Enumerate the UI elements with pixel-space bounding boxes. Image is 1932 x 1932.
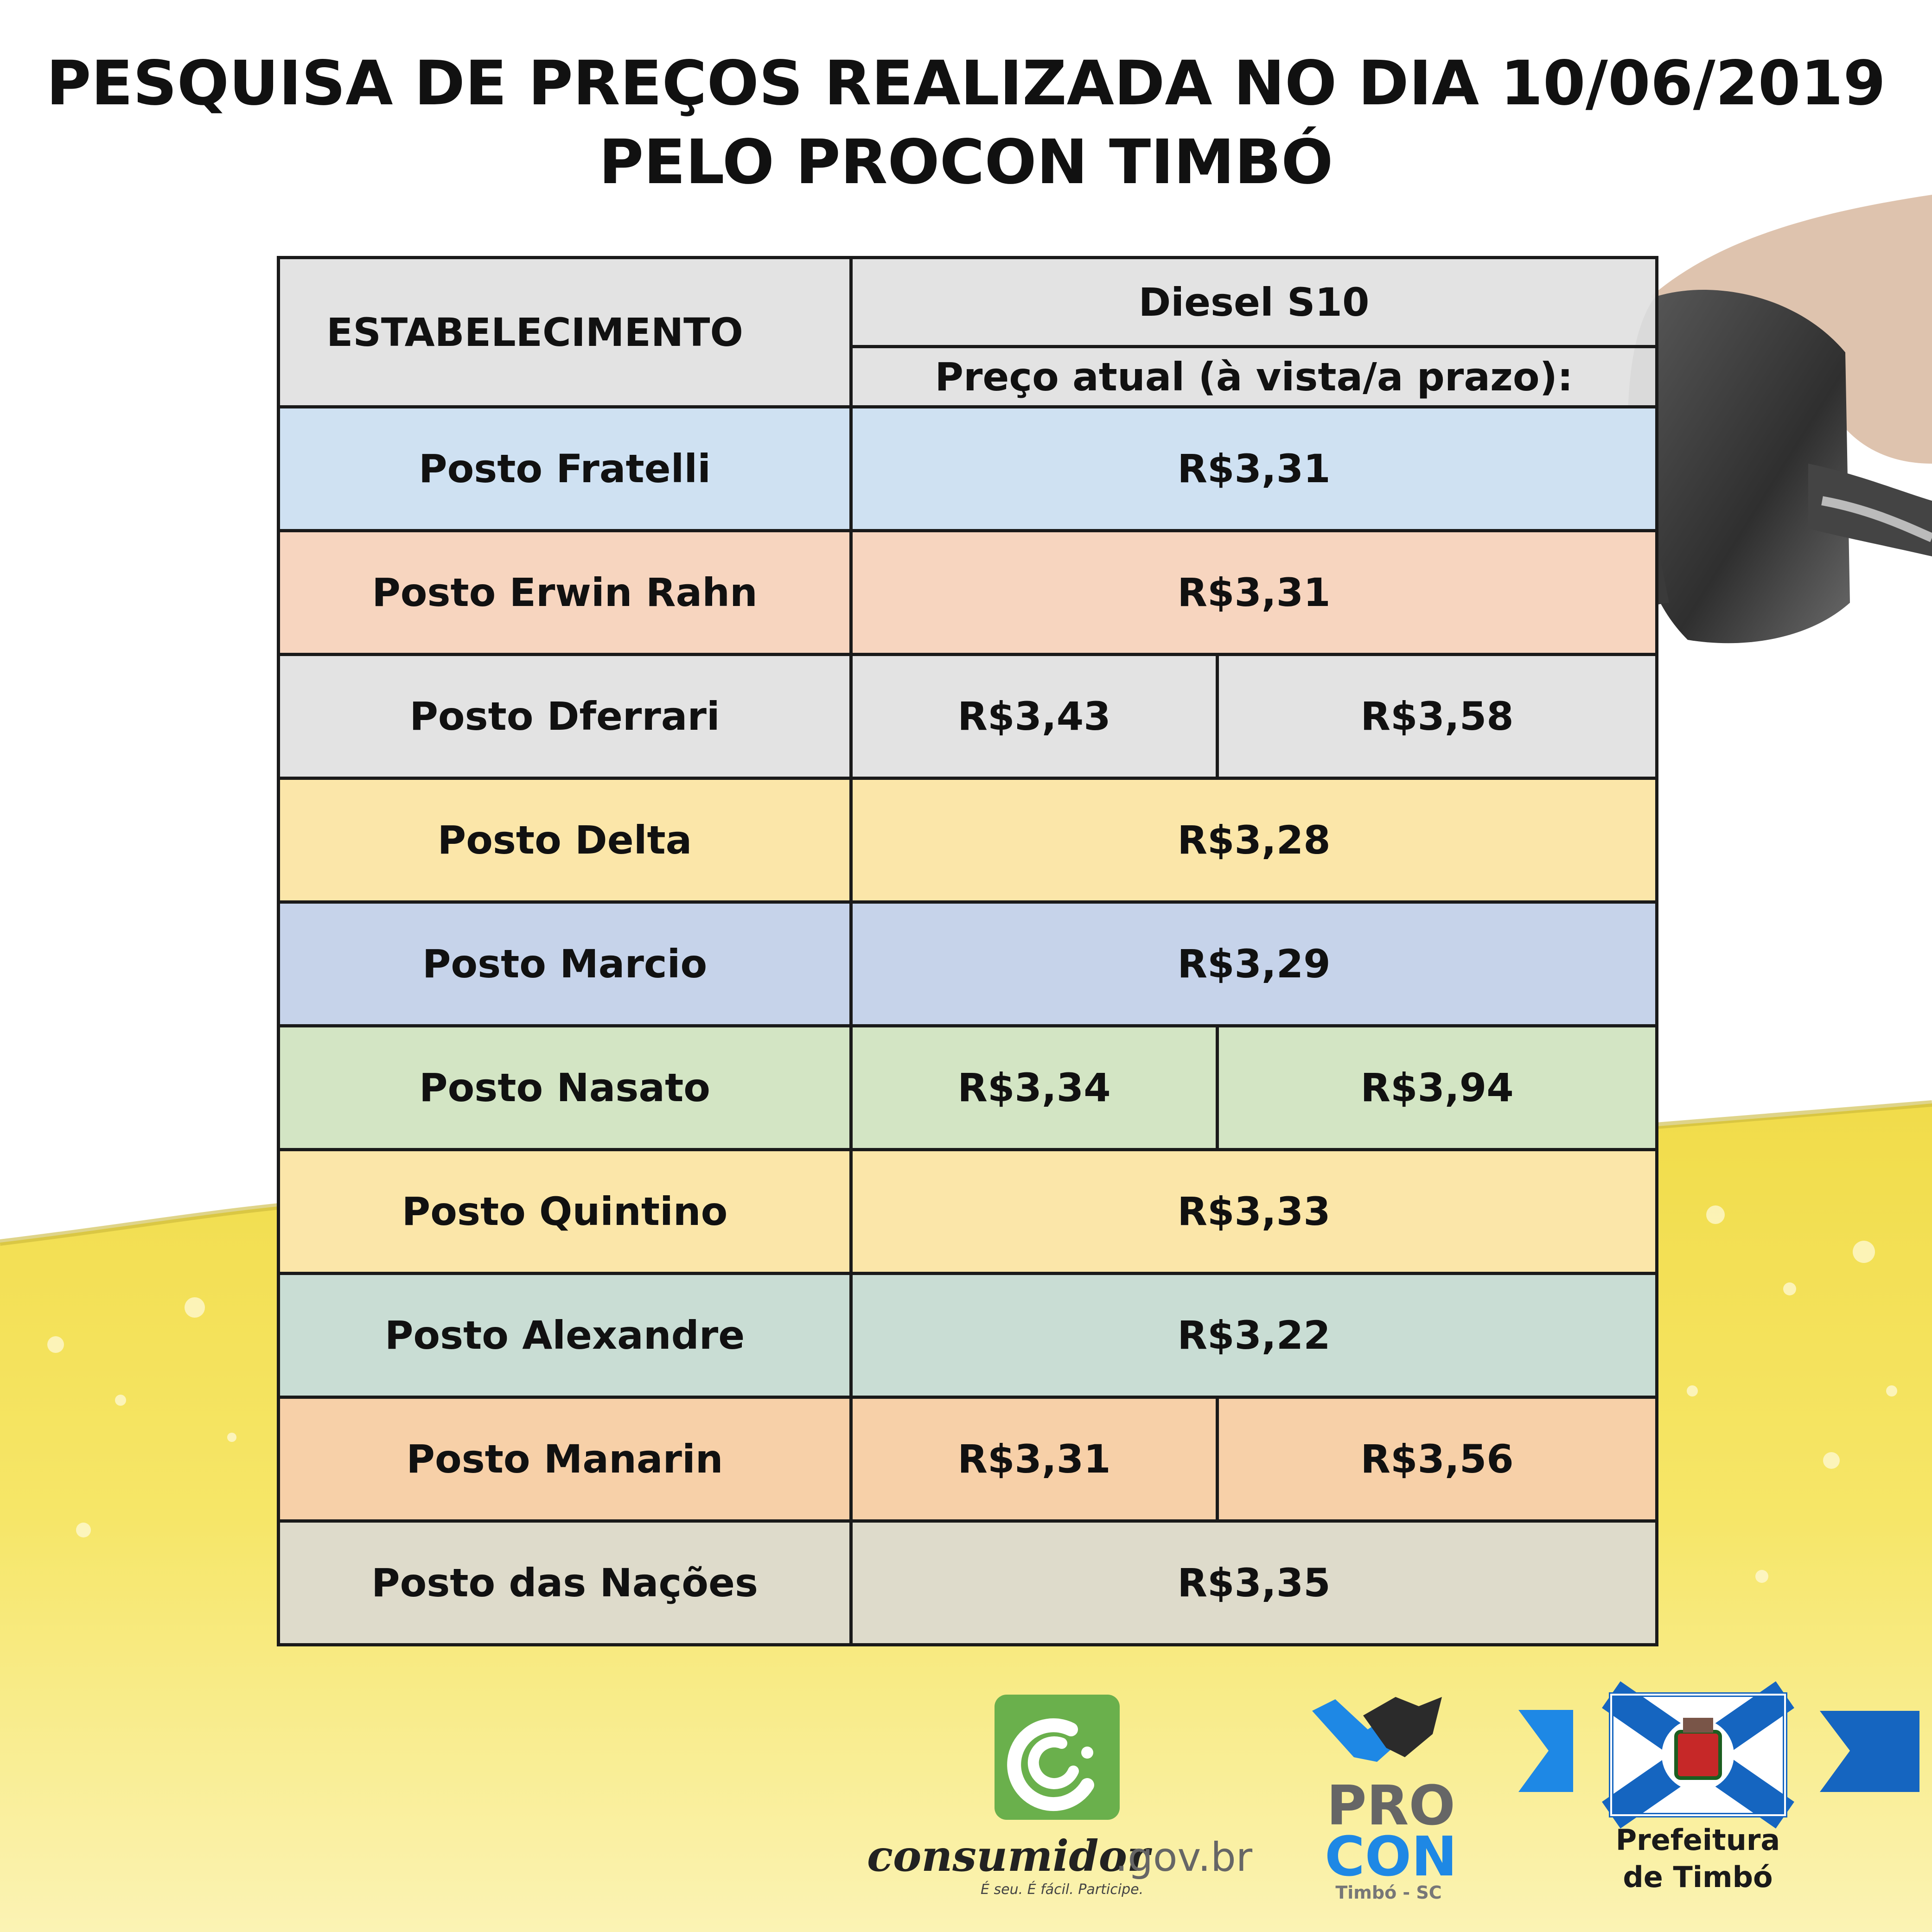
prefeitura-logo <box>1518 1695 1919 1894</box>
establishment-name: Posto Marcio <box>279 902 851 1026</box>
price-credit-cell: R$3,58 <box>1218 655 1657 778</box>
procon-pro-text: PRO <box>1326 1773 1455 1837</box>
left-arrow-icon <box>1518 1710 1573 1792</box>
price-cash-cell: R$3,31 <box>851 1397 1218 1521</box>
prefeitura-line1: Prefeitura <box>1615 1823 1780 1857</box>
title-line-2: PELO PROCON TIMBÓ <box>599 127 1333 198</box>
price-cash-cell: R$3,34 <box>851 1026 1218 1150</box>
header-current-price: Preço atual (à vista/a prazo): <box>851 347 1657 407</box>
price-credit-cell: R$3,56 <box>1218 1397 1657 1521</box>
coat-of-arms-icon <box>1676 1732 1720 1778</box>
procon-logo <box>1312 1697 1457 1903</box>
price-cash-cell: R$3,43 <box>851 655 1218 778</box>
price-cell: R$3,33 <box>851 1150 1657 1274</box>
establishment-name: Posto Manarin <box>279 1397 851 1521</box>
right-arrow-icon <box>1820 1711 1919 1792</box>
price-cell: R$3,29 <box>851 902 1657 1026</box>
price-cell: R$3,22 <box>851 1274 1657 1397</box>
establishment-name: Posto Dferrari <box>279 655 851 778</box>
consumidor-logo <box>867 1695 1253 1898</box>
procon-city-text: Timbó - SC <box>1335 1882 1442 1903</box>
establishment-name: Posto Fratelli <box>279 407 851 531</box>
establishment-name: Posto Alexandre <box>279 1274 851 1397</box>
establishment-name: Posto das Nações <box>279 1521 851 1645</box>
establishment-name: Posto Nasato <box>279 1026 851 1150</box>
consumidor-tagline: É seu. É fácil. Participe. <box>981 1881 1144 1898</box>
price-cell: R$3,35 <box>851 1521 1657 1645</box>
price-cell: R$3,28 <box>851 778 1657 902</box>
consumidor-domain: .gov.br <box>1115 1834 1253 1881</box>
price-credit-cell: R$3,94 <box>1218 1026 1657 1150</box>
prefeitura-line2: de Timbó <box>1623 1860 1773 1894</box>
price-cell: R$3,31 <box>851 531 1657 655</box>
consumidor-wordmark: consumidor <box>867 1831 1150 1881</box>
title-line-1: PESQUISA DE PREÇOS REALIZADA NO DIA 10/06/2019 <box>46 48 1886 119</box>
procon-con-text: CON <box>1325 1824 1457 1888</box>
establishment-name: Posto Erwin Rahn <box>279 531 851 655</box>
header-establishment: ESTABELECIMENTO <box>279 258 851 407</box>
establishment-name: Posto Delta <box>279 778 851 902</box>
establishment-name: Posto Quintino <box>279 1150 851 1274</box>
price-cell: R$3,31 <box>851 407 1657 531</box>
header-fuel-type: Diesel S10 <box>851 258 1657 347</box>
